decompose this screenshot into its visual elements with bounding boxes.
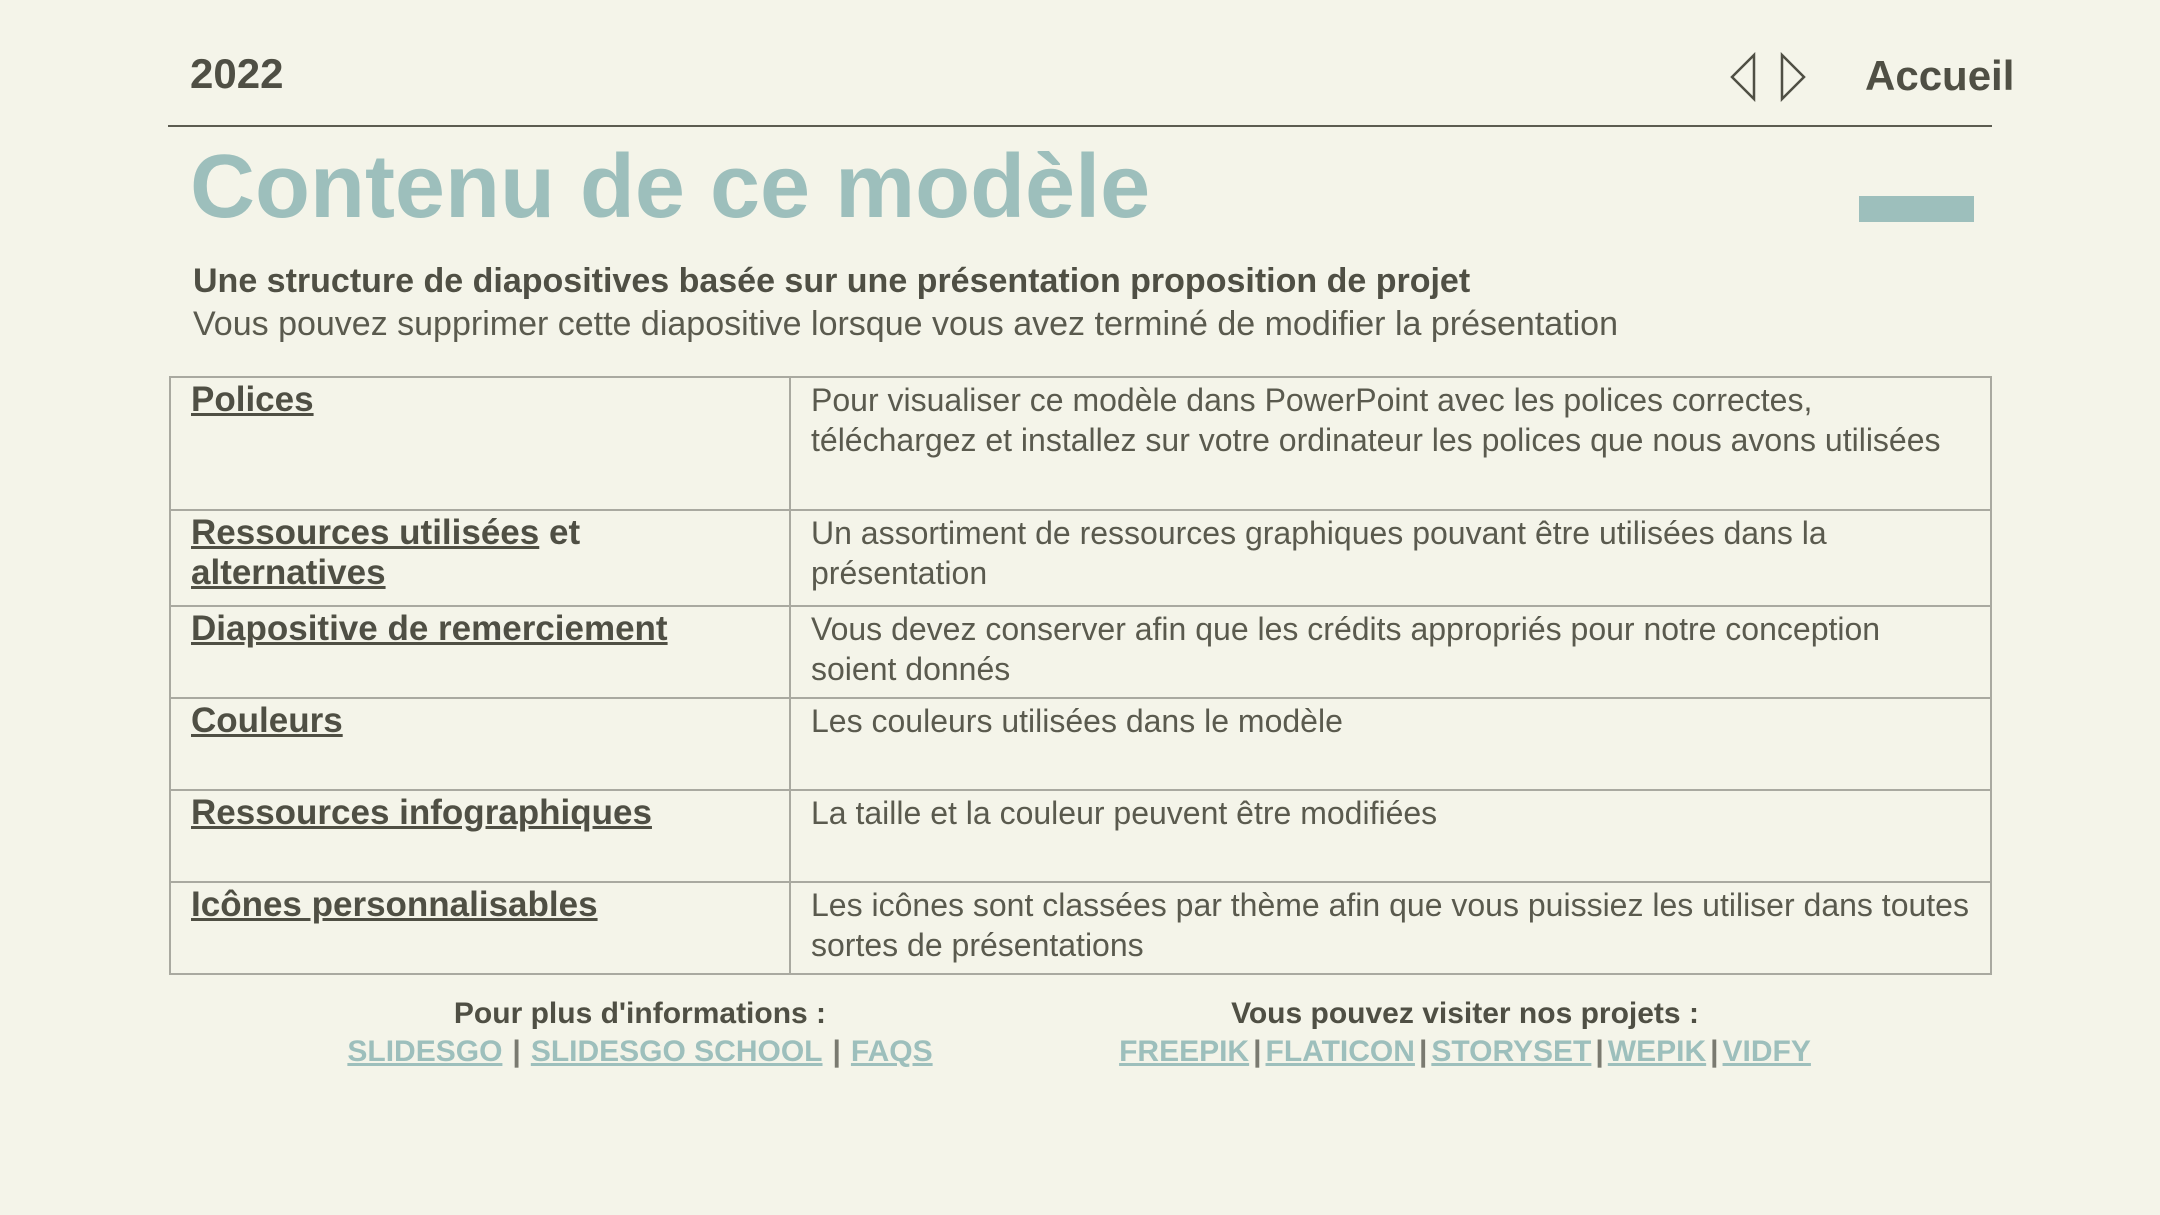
resources-link[interactable]: Ressources utilisées [191, 513, 540, 552]
chevron-right-icon[interactable] [1778, 52, 1808, 102]
content-table [169, 376, 1992, 975]
footer-info [330, 995, 950, 1071]
description: Vous pouvez supprimer cette diapositive lorsque vous avez terminé de modifier la présentation [193, 305, 1618, 343]
slidesgo-school-link[interactable]: SLIDESGO SCHOOL [530, 1035, 823, 1068]
table-row [170, 510, 1991, 606]
accent-bar [1859, 196, 1974, 222]
icons-link[interactable]: Icônes personnalisables [191, 885, 598, 924]
footer-projects [1100, 995, 1830, 1071]
storyset-link[interactable]: STORYSET [1431, 1035, 1592, 1068]
projects-label: Vous pouvez visiter nos projets : [1231, 997, 1699, 1030]
row-description: La taille et la couleur peuvent être modifiées [790, 790, 1991, 882]
fonts-link[interactable]: Polices [191, 380, 314, 419]
table-row [170, 698, 1991, 790]
project-links: FREEPIK | FLATICON | STORYSET | WEPIK | VIDFY [1119, 1035, 1811, 1068]
page-title: Contenu de ce modèle [190, 137, 1151, 237]
row-description: Les couleurs utilisées dans le modèle [790, 698, 1991, 790]
info-label: Pour plus d'informations : [453, 997, 827, 1030]
info-links: SLIDESGO | SLIDESGO SCHOOL | FAQS [347, 1035, 933, 1068]
faqs-link[interactable]: FAQS [850, 1035, 933, 1068]
alternatives-link[interactable]: alternatives [191, 553, 386, 592]
year-label: 2022 [190, 50, 284, 97]
table-row [170, 790, 1991, 882]
row-description: Pour visualiser ce modèle dans PowerPoint avec les polices correctes, téléchargez et installez sur votre ordinateur les polices que nous avons utilisées [790, 377, 1991, 510]
flaticon-link[interactable]: FLATICON [1265, 1035, 1415, 1068]
slidesgo-link[interactable]: SLIDESGO [347, 1035, 503, 1068]
header-divider [168, 125, 1992, 127]
home-link[interactable]: Accueil [1865, 52, 2015, 99]
infographics-link[interactable]: Ressources infographiques [191, 793, 652, 832]
row-description: Les icônes sont classées par thème afin que vous puissiez les utiliser dans toutes sortes de présentations [790, 882, 1991, 974]
colors-link[interactable]: Couleurs [191, 701, 343, 740]
table-row [170, 377, 1991, 510]
freepik-link[interactable]: FREEPIK [1119, 1035, 1250, 1068]
row-description: Un assortiment de ressources graphiques pouvant être utilisées dans la présentation [790, 510, 1991, 606]
vidfy-link[interactable]: VIDFY [1722, 1035, 1811, 1068]
table-row [170, 606, 1991, 698]
resources-connector: et [539, 513, 581, 552]
subtitle: Une structure de diapositives basée sur une présentation proposition de projet [193, 262, 1471, 300]
wepik-link[interactable]: WEPIK [1607, 1035, 1707, 1068]
thanks-slide-link[interactable]: Diapositive de remerciement [191, 609, 668, 648]
row-description: Vous devez conserver afin que les crédits appropriés pour notre conception soient donnés [790, 606, 1991, 698]
table-row [170, 882, 1991, 974]
slide-navigation [1728, 52, 1808, 102]
chevron-left-icon[interactable] [1728, 52, 1758, 102]
